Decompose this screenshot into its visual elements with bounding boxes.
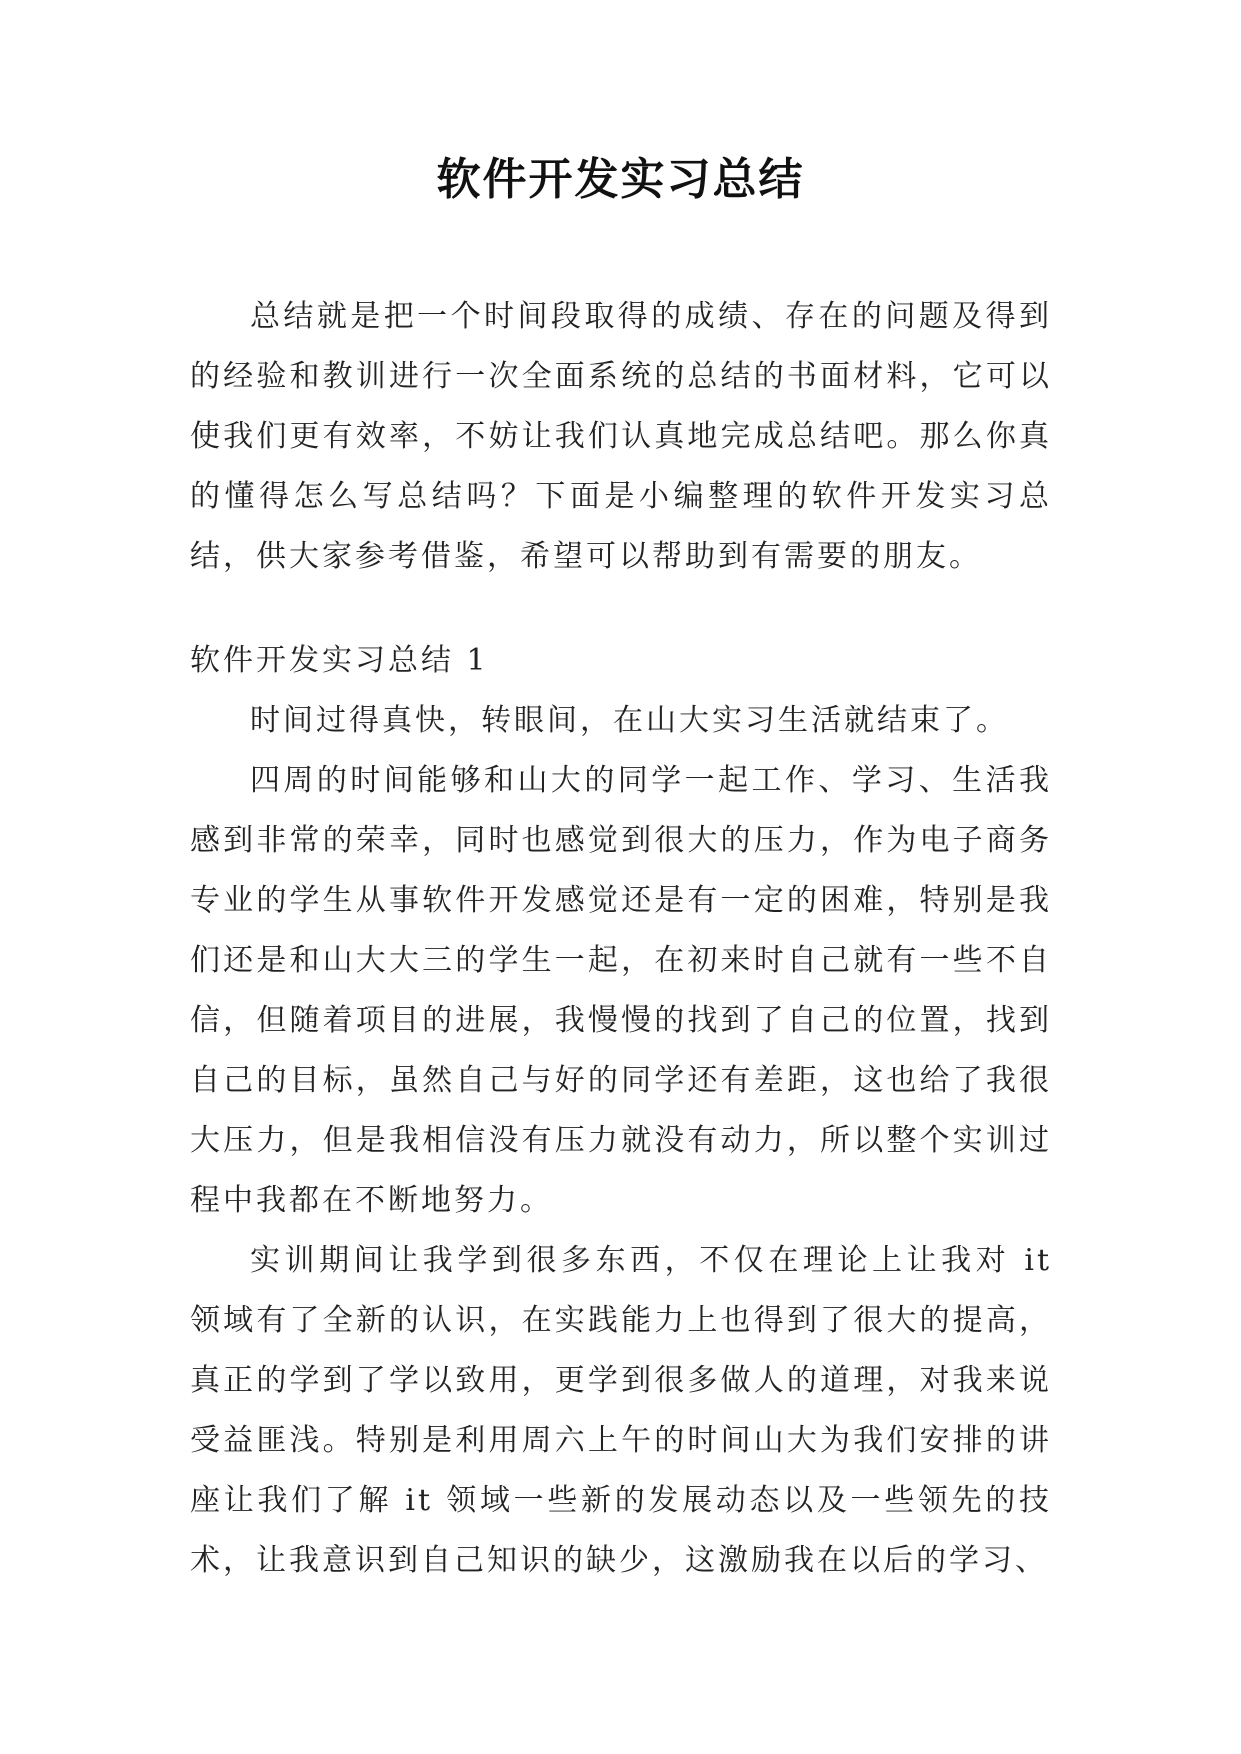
intro-section [190, 287, 1052, 587]
content-section [190, 631, 1052, 1591]
body-paragraph-2: 四周的时间能够和山大的同学一起工作、学习、生活我感到非常的荣幸，同时也感觉到很大的压力，作为电子商务专业的学生从事软件开发感觉还是有一定的困难，特别是我们还是和山大大三的学生一起，在初来时自己就有一些不自信，但随着项目的进展，我慢慢的找到了自己的位置，找到自己的目标，虽然自己与好的同学还有差距，这也给了我很大压力，但是我相信没有压力就没有动力，所以整个实训过程中我都在不断地努力。 [190, 763, 1052, 1218]
intro-paragraph: 总结就是把一个时间段取得的成绩、存在的问题及得到的经验和教训进行一次全面系统的总结的书面材料，它可以使我们更有效率，不妨让我们认真地完成总结吧。那么你真的懂得怎么写总结吗？下面是小编整理的软件开发实习总结，供大家参考借鉴，希望可以帮助到有需要的朋友。 [190, 299, 1052, 574]
section-heading: 软件开发实习总结 1 [190, 643, 489, 678]
document-title: 软件开发实习总结 [436, 154, 805, 205]
body-paragraph-1: 时间过得真快，转眼间，在山大实习生活就结束了。 [250, 703, 1009, 738]
body-paragraph-3: 实训期间让我学到很多东西，不仅在理论上让我对 it 领域有了全新的认识，在实践能力上也得到了很大的提高，真正的学到了学以致用，更学到很多做人的道理，对我来说受益匪浅。特别是利用周六上午的时间山大为我们安排的讲座让我们了解 it 领域一些新的发展动态以及一些领先的技术，让我意识到自己知识的缺少，这激励我在以后的学习、 [190, 1243, 1052, 1578]
